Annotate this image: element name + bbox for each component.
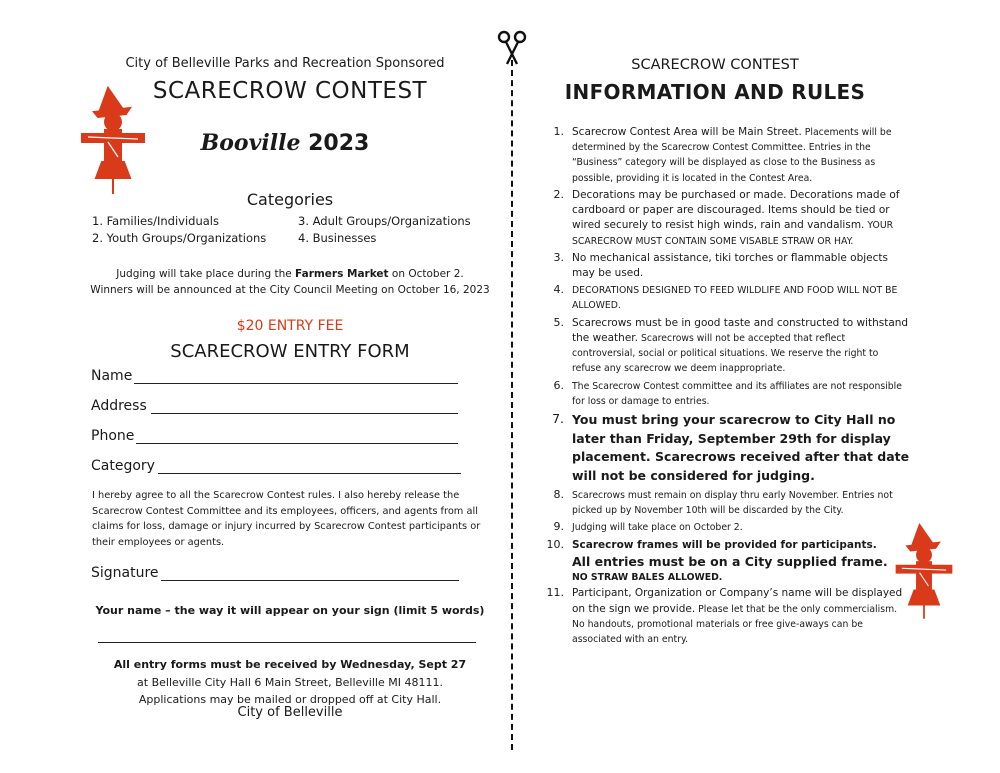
rule-text-part: Participant, Organization or Company’s name will be displayed on the sign we provide. <box>572 587 903 615</box>
rules-title: INFORMATION AND RULES <box>564 80 866 104</box>
rule-item <box>540 586 910 647</box>
event-name-text: Booville <box>200 130 301 156</box>
rule-text <box>572 188 910 249</box>
rule-item <box>540 316 910 377</box>
deadline-bold: All entry forms must be received by Wednesday, Sept 27 <box>113 658 467 671</box>
sign-name-label: Your name – the way it will appear on your sign (limit 5 words) <box>95 604 485 617</box>
signature-field[interactable] <box>161 580 459 581</box>
name-label: Name <box>91 368 133 384</box>
rule-text-part: Scarecrows must be in good taste and constructed to withstand the weather. <box>572 316 909 344</box>
rule-text-part: Placements will be determined by the Scarecrow Contest Committee. Entries in the “Business” category will be displayed as close to the Business as possible, providing it is located in the Contest Area. <box>572 127 892 184</box>
rule-item <box>540 488 910 518</box>
judging-line <box>80 266 500 282</box>
rule-item <box>540 411 910 486</box>
rule-number: 6. <box>553 378 564 392</box>
rule-text <box>572 411 910 486</box>
entry-fee: $20 ENTRY FEE <box>236 318 344 334</box>
deadline-address: at Belleville City Hall 6 Main Street, Belleville MI 48111. <box>137 675 443 689</box>
judging-pre: Judging will take place during the <box>116 268 296 280</box>
rule-item <box>540 520 910 535</box>
deadline-mail: Applications may be mailed or dropped off at City Hall. <box>138 693 442 707</box>
rule-number: 7. <box>552 410 564 426</box>
rule-text-part: Scarecrows must remain on display thru early November. Entries not picked up by November 10th will be discarded by the City. <box>572 489 893 517</box>
form-title: SCARECROW ENTRY FORM <box>170 341 410 362</box>
city-signoff: City of Belleville <box>237 705 343 720</box>
rule-item <box>540 283 910 313</box>
deadline-info <box>85 656 495 709</box>
rule-number: 9. <box>553 520 564 534</box>
rule-text <box>572 488 910 518</box>
rule-text <box>572 316 910 377</box>
judging-info <box>80 266 500 299</box>
rule-item <box>540 188 910 249</box>
rule-text-part: Decorations may be purchased or made. Decorations made of cardboard or paper are discouraged. Items should be tied or wired securely to resist high winds, rain and vandalism. <box>572 188 900 232</box>
sponsor-line: City of Belleville Parks and Recreation Sponsored <box>125 56 445 71</box>
scarecrow-icon <box>893 518 955 623</box>
rule-number: 4. <box>553 283 564 297</box>
rule-number: 5. <box>553 315 564 329</box>
rule-text <box>572 520 743 535</box>
signature-label: Signature <box>91 565 159 581</box>
category-item: 2. Youth Groups/Organizations <box>92 231 267 245</box>
rule-text-part: All entries must be on a City supplied frame. <box>572 553 888 569</box>
agreement-text: I hereby agree to all the Scarecrow Contest rules. I also hereby release the Scarecrow Contest Committee and its employees, officers, and agents from all claims for loss, damage or injury incurred by Scarecrow Contest participants or their employees or agents. <box>92 490 481 549</box>
rule-number: 1. <box>553 125 564 138</box>
event-name <box>200 130 370 156</box>
phone-label: Phone <box>91 428 135 444</box>
rule-text <box>572 538 888 585</box>
rule-text-part: The Scarecrow Contest committee and its affiliates are not responsible for loss or damage to entries. <box>572 380 902 407</box>
rule-text-part: NO STRAW BALES ALLOWED. <box>572 571 723 583</box>
rule-text <box>572 586 910 647</box>
address-label: Address <box>91 398 147 414</box>
rule-number: 11. <box>546 586 564 600</box>
categories-heading: Categories <box>246 190 334 209</box>
rule-text-part: DECORATIONS DESIGNED TO FEED WILDLIFE AND FOOD WILL NOT BE ALLOWED. <box>572 285 898 312</box>
rule-text: No mechanical assistance, tiki torches or flammable objects may be used. <box>572 251 888 279</box>
rule-text-part: YOUR SCARECROW MUST CONTAIN SOME VISABLE STRAW OR HAY. <box>572 220 894 247</box>
rule-text-part: Scarecrows will not be accepted that reflect controversial, social or political situations. We reserve the right to refuse any scarecrow we deem inappropriate. <box>572 332 879 375</box>
sign-name-field[interactable] <box>98 642 476 643</box>
rule-number: 2. <box>553 187 564 201</box>
scarecrow-icon <box>78 82 148 197</box>
contest-title: SCARECROW CONTEST <box>152 78 428 104</box>
category-label: Category <box>91 458 155 474</box>
rules-subtitle: SCARECROW CONTEST <box>631 57 799 73</box>
phone-field[interactable] <box>136 443 458 444</box>
cut-line <box>511 60 513 750</box>
rule-number: 3. <box>553 250 564 264</box>
rules-list <box>540 125 910 649</box>
winners-line: Winners will be announced at the City Council Meeting on October 16, 2023 <box>90 284 490 297</box>
rule-item <box>540 251 910 281</box>
rule-text-part: Judging will take place on October 2. <box>572 522 743 534</box>
event-year: 2023 <box>308 131 370 156</box>
rule-text-part: Please let that be the only commercialism. No handouts, promotional materials or free give-aways can be associated with an entry. <box>572 603 898 646</box>
name-field[interactable] <box>134 383 458 384</box>
judging-post: on October 2. <box>388 268 464 280</box>
rule-text <box>572 283 910 313</box>
category-field[interactable] <box>158 473 461 474</box>
address-field[interactable] <box>151 413 458 414</box>
rule-text-part: Scarecrow Contest Area will be Main Street. <box>572 126 802 138</box>
rule-text-part: You must bring your scarecrow to City Hall no later than Friday, September 29th for display placement. Scarecrows received after that date will not be considered for judging. <box>572 411 910 484</box>
category-item: 3. Adult Groups/Organizations <box>298 214 471 228</box>
rule-text <box>572 125 910 186</box>
category-item: 1. Families/Individuals <box>92 214 219 228</box>
rule-item <box>540 538 910 585</box>
scissors-icon <box>495 30 529 66</box>
judging-bold: Farmers Market <box>295 268 389 280</box>
rule-number: 10. <box>546 537 564 551</box>
rule-item <box>540 379 910 409</box>
rule-item <box>540 125 910 186</box>
category-item: 4. Businesses <box>298 231 377 245</box>
rule-text-part: Scarecrow frames will be provided for participants. <box>572 538 877 551</box>
rule-text <box>572 379 910 409</box>
rule-number: 8. <box>553 487 564 501</box>
